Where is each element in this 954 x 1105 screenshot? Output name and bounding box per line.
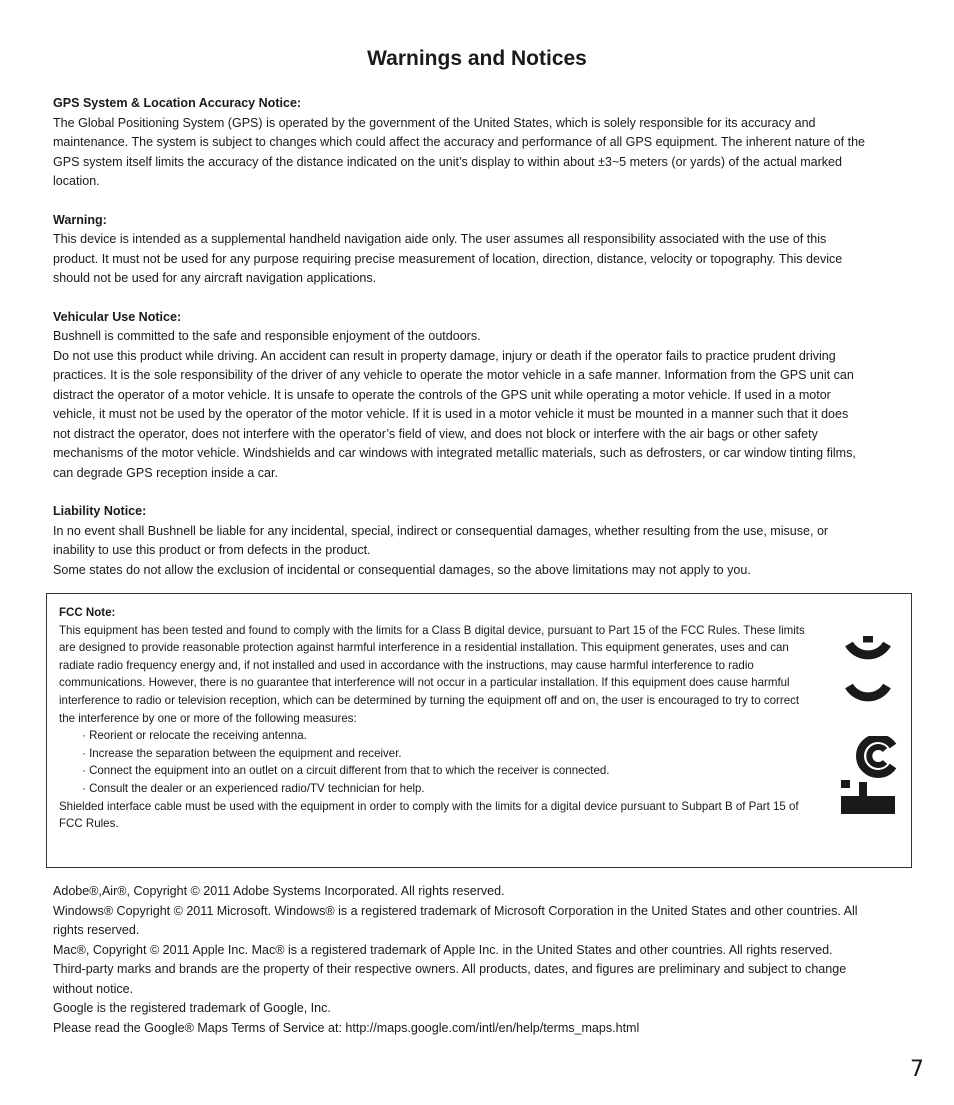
fcc-note-heading: FCC Note: (59, 605, 116, 619)
fcc-measures-list (59, 727, 817, 797)
vehicular-notice-section (53, 307, 865, 483)
gps-notice-body: The Global Positioning System (GPS) is operated by the government of the United States, which is solely responsible for its accuracy and maintenance. The system is subject to changes which could affect the accuracy and performance of all GPS equipment. The inherent nature of the GPS system itself limits the accuracy of the distance indicated on the unit’s display to within about ±3~5 meters (or yards) of the actual marked location. (53, 114, 866, 188)
fcc-note-footer: Shielded interface cable must be used with the equipment in order to comply with the limits for a digital device pursuant to Subpart B of Part 15 of FCC Rules. (59, 798, 799, 831)
page-number: 7 (910, 1057, 924, 1082)
liability-notice-section (53, 501, 865, 579)
trademark-google: Google is the registered trademark of Google, Inc. (53, 1000, 331, 1015)
list-item: · Increase the separation between the equipment and receiver. (82, 745, 402, 760)
warning-section (53, 210, 865, 288)
list-item: · Reorient or relocate the receiving antenna. (82, 728, 307, 743)
fcc-note-box (46, 593, 912, 868)
vehicular-notice-heading: Vehicular Use Notice: (53, 308, 182, 324)
trademark-adobe: Adobe®,Air®, Copyright © 2011 Adobe Systems Incorporated. All rights reserved. (53, 883, 505, 898)
list-item: · Consult the dealer or an experienced radio/TV technician for help. (82, 780, 425, 795)
liability-notice-line1: In no event shall Bushnell be liable for any incidental, special, indirect or consequential damages, whether resulting from the use, misuse, or inability to use this product or from defects in the product. (53, 522, 829, 557)
list-item: · Connect the equipment into an outlet on a circuit different from that to which the receiver is connected. (82, 763, 610, 778)
page-title: Warnings and Notices (367, 47, 587, 70)
trademark-windows: Windows® Copyright © 2011 Microsoft. Windows® is a registered trademark of Microsoft Corporation in the United States and other countries. All rights reserved. (53, 902, 858, 937)
liability-notice-heading: Liability Notice: (53, 503, 147, 518)
google-maps-terms: Please read the Google® Maps Terms of Service at: http://maps.google.com/intl/en/help/terms_maps.html (53, 1019, 640, 1035)
warning-body: This device is intended as a supplemental handheld navigation aide only. The user assumes all responsibility associated with the use of this product. It must not be used for any purpose requiring precise measurement of location, direction, distance, velocity or topography. This device should not be used for any aircraft navigation applications. (53, 231, 843, 285)
trademark-third-party: Third-party marks and brands are the property of their respective owners. All products, dates, and figures are preliminary and subject to change without notice. (53, 961, 847, 996)
liability-notice-line2: Some states do not allow the exclusion of incidental or consequential damages, so the above limitations may not apply to you. (53, 561, 751, 577)
trademark-mac: Mac®, Copyright © 2011 Apple Inc. Mac® is a registered trademark of Apple Inc. in the United States and other countries. All rights reserved. (53, 941, 833, 957)
warning-heading: Warning: (53, 211, 107, 227)
fcc-note-text (59, 604, 817, 833)
vehicular-notice-line2: Do not use this product while driving. An accident can result in property damage, injury or death if the operator fails to practice prudent driving practices. It is the sole responsibility of the driver of any vehicle to operate the motor vehicle in a safe manner. Information from the GPS unit can distract the operator of a motor vehicle. It is unsafe to operate the controls of the GPS unit while operating a motor vehicle. If used in a motor vehicle, it must not be used by the operator of the motor vehicle. If it is used in a motor vehicle it must be mounted in a manner such that it does not distract the operator, does not interfere with the operator’s field of view, and does not block or interfere with the air bags or other safety mechanisms of the motor vehicle. Windshields and car windows with integrated metallic materials, such as defrosters, or car window tinting films, can degrade GPS reception inside a car. (53, 347, 856, 480)
trademark-notices (53, 881, 865, 1037)
fcc-note-body: This equipment has been tested and found to comply with the limits for a Class B digital device, pursuant to Part 15 of the FCC Rules. These limits are designed to provide reasonable protection against harmful interference in a residential installation. This equipment generates, uses and can radiate radio frequency energy and, if not installed and used in accordance with the instructions, may cause harmful interference to radio communications. However, there is no guarantee that interference will not occur in a particular installation. If this equipment does cause harmful interference to radio or television reception, which can be determined by turning the equipment off and on, the user is encouraged to try to correct the interference by one or more of the following measures: (59, 622, 805, 725)
notices-content (53, 93, 865, 598)
ce-mark-logo (837, 636, 899, 714)
gps-notice-section (53, 93, 865, 191)
fcc-logo (837, 736, 899, 818)
gps-notice-heading: GPS System & Location Accuracy Notice: (53, 95, 302, 110)
vehicular-notice-line1: Bushnell is committed to the safe and responsible enjoyment of the outdoors. (53, 328, 481, 343)
